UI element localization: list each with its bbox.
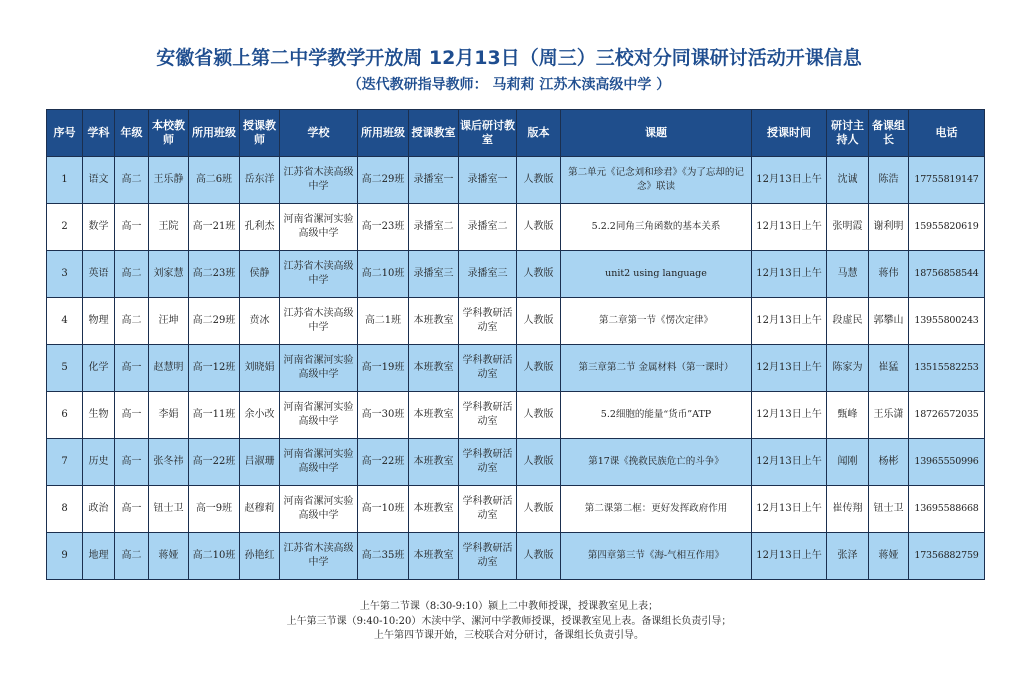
header-phone: 电话 <box>909 110 985 157</box>
cell-index: 4 <box>47 298 83 345</box>
header-school: 学校 <box>280 110 358 157</box>
cell-lesson: unit2 using language <box>561 251 752 298</box>
cell-school: 江苏省木渎高级中学 <box>280 157 358 204</box>
cell-class-used: 高一12班 <box>189 345 240 392</box>
cell-lecturer: 余小改 <box>240 392 280 439</box>
cell-school: 河南省漯河实验高级中学 <box>280 486 358 533</box>
cell-host: 甄峰 <box>827 392 869 439</box>
cell-subject: 语文 <box>83 157 115 204</box>
header-grade: 年级 <box>115 110 149 157</box>
cell-leader: 郭攀山 <box>869 298 909 345</box>
cell-time: 12月13日上午 <box>752 251 827 298</box>
cell-phone: 15955820619 <box>909 204 985 251</box>
table-header-row <box>47 110 985 157</box>
cell-discuss-room: 录播室三 <box>459 251 517 298</box>
header-class-used-2: 所用班级 <box>358 110 409 157</box>
cell-host: 马慧 <box>827 251 869 298</box>
cell-lesson: 第二课第二框：更好发挥政府作用 <box>561 486 752 533</box>
cell-room: 本班教室 <box>409 392 459 439</box>
cell-school-teacher: 刘家慧 <box>149 251 189 298</box>
table-row <box>47 392 985 439</box>
cell-edition: 人教版 <box>517 439 561 486</box>
header-discuss-room: 课后研讨教室 <box>459 110 517 157</box>
cell-school-teacher: 王院 <box>149 204 189 251</box>
footnote-line: 上午第四节课开始，三校联合对分研讨，备课组长负责引导。 <box>374 630 644 641</box>
cell-subject: 数学 <box>83 204 115 251</box>
cell-discuss-room: 学科教研活动室 <box>459 486 517 533</box>
cell-lesson: 5.2.2同角三角函数的基本关系 <box>561 204 752 251</box>
cell-lecturer: 赵穆莉 <box>240 486 280 533</box>
cell-index: 6 <box>47 392 83 439</box>
cell-class-used: 高一21班 <box>189 204 240 251</box>
cell-lecturer: 侯静 <box>240 251 280 298</box>
cell-grade: 高一 <box>115 345 149 392</box>
cell-room: 录播室一 <box>409 157 459 204</box>
cell-grade: 高一 <box>115 204 149 251</box>
cell-class-used-2: 高二10班 <box>358 251 409 298</box>
cell-grade: 高二 <box>115 298 149 345</box>
cell-class-used-2: 高一19班 <box>358 345 409 392</box>
cell-subject: 地理 <box>83 533 115 580</box>
cell-lesson: 5.2细胞的能量“货币”ATP <box>561 392 752 439</box>
cell-school: 江苏省木渎高级中学 <box>280 298 358 345</box>
cell-edition: 人教版 <box>517 345 561 392</box>
cell-class-used: 高二6班 <box>189 157 240 204</box>
table-row <box>47 251 985 298</box>
cell-discuss-room: 学科教研活动室 <box>459 439 517 486</box>
header-subject: 学科 <box>83 110 115 157</box>
cell-phone: 17356882759 <box>909 533 985 580</box>
cell-edition: 人教版 <box>517 204 561 251</box>
cell-class-used: 高一9班 <box>189 486 240 533</box>
header-leader: 备课组长 <box>869 110 909 157</box>
table-row <box>47 486 985 533</box>
cell-leader: 陈浩 <box>869 157 909 204</box>
cell-room: 录播室三 <box>409 251 459 298</box>
header-time: 授课时间 <box>752 110 827 157</box>
header-school-teacher: 本校教师 <box>149 110 189 157</box>
cell-host: 闻刚 <box>827 439 869 486</box>
cell-school-teacher: 王乐静 <box>149 157 189 204</box>
cell-class-used-2: 高一22班 <box>358 439 409 486</box>
cell-index: 2 <box>47 204 83 251</box>
table-row <box>47 298 985 345</box>
cell-time: 12月13日上午 <box>752 486 827 533</box>
cell-lesson: 第二章第一节《愣次定律》 <box>561 298 752 345</box>
cell-class-used: 高一22班 <box>189 439 240 486</box>
cell-phone: 13695588668 <box>909 486 985 533</box>
cell-host: 崔传翔 <box>827 486 869 533</box>
cell-time: 12月13日上午 <box>752 204 827 251</box>
cell-edition: 人教版 <box>517 533 561 580</box>
cell-index: 7 <box>47 439 83 486</box>
cell-discuss-room: 录播室二 <box>459 204 517 251</box>
header-class-used: 所用班级 <box>189 110 240 157</box>
cell-grade: 高二 <box>115 251 149 298</box>
cell-edition: 人教版 <box>517 251 561 298</box>
header-lesson: 课题 <box>561 110 752 157</box>
footnote-line: 上午第二节课（8:30-9:10）颍上二中教师授课，授课教室见上表； <box>359 601 659 612</box>
cell-subject: 政治 <box>83 486 115 533</box>
cell-phone: 13515582253 <box>909 345 985 392</box>
cell-leader: 蒋伟 <box>869 251 909 298</box>
footnotes <box>0 600 1018 644</box>
cell-index: 9 <box>47 533 83 580</box>
cell-time: 12月13日上午 <box>752 157 827 204</box>
cell-class-used-2: 高一23班 <box>358 204 409 251</box>
cell-grade: 高一 <box>115 392 149 439</box>
cell-grade: 高二 <box>115 157 149 204</box>
table-row <box>47 439 985 486</box>
cell-time: 12月13日上午 <box>752 298 827 345</box>
cell-class-used: 高二23班 <box>189 251 240 298</box>
table-row <box>47 157 985 204</box>
cell-lecturer: 孙艳红 <box>240 533 280 580</box>
cell-room: 本班教室 <box>409 439 459 486</box>
header-room: 授课教室 <box>409 110 459 157</box>
cell-school-teacher: 赵慧明 <box>149 345 189 392</box>
cell-subject: 生物 <box>83 392 115 439</box>
cell-host: 张泽 <box>827 533 869 580</box>
cell-index: 5 <box>47 345 83 392</box>
cell-room: 本班教室 <box>409 486 459 533</box>
table-row <box>47 345 985 392</box>
cell-grade: 高二 <box>115 533 149 580</box>
cell-lesson: 第四章第三节《海-气相互作用》 <box>561 533 752 580</box>
cell-index: 1 <box>47 157 83 204</box>
cell-school: 河南省漯河实验高级中学 <box>280 204 358 251</box>
cell-phone: 13955800243 <box>909 298 985 345</box>
header-edition: 版本 <box>517 110 561 157</box>
cell-host: 沈诚 <box>827 157 869 204</box>
cell-school-teacher: 张冬祎 <box>149 439 189 486</box>
page-title: 安徽省颍上第二中学教学开放周 12月13日（周三）三校对分同课研讨活动开课信息 <box>156 47 862 69</box>
cell-phone: 18726572035 <box>909 392 985 439</box>
cell-class-used-2: 高一30班 <box>358 392 409 439</box>
cell-class-used-2: 高二35班 <box>358 533 409 580</box>
header-lecturer: 授课教师 <box>240 110 280 157</box>
cell-class-used: 高二29班 <box>189 298 240 345</box>
cell-index: 3 <box>47 251 83 298</box>
cell-school-teacher: 蒋娅 <box>149 533 189 580</box>
table-body <box>47 157 985 580</box>
footnote-line: 上午第三节课（9:40-10:20）木渎中学、漯河中学教师授课，授课教室见上表。备课组长负责引导； <box>286 615 732 627</box>
cell-class-used-2: 高二1班 <box>358 298 409 345</box>
cell-discuss-room: 学科教研活动室 <box>459 345 517 392</box>
cell-time: 12月13日上午 <box>752 345 827 392</box>
table-row <box>47 533 985 580</box>
cell-phone: 18756858544 <box>909 251 985 298</box>
table-row <box>47 204 985 251</box>
cell-room: 录播室二 <box>409 204 459 251</box>
cell-room: 本班教室 <box>409 298 459 345</box>
cell-school: 河南省漯河实验高级中学 <box>280 439 358 486</box>
cell-lesson: 第三章第二节 金属材料（第一课时） <box>561 345 752 392</box>
cell-grade: 高一 <box>115 486 149 533</box>
cell-edition: 人教版 <box>517 392 561 439</box>
cell-school: 河南省漯河实验高级中学 <box>280 392 358 439</box>
cell-index: 8 <box>47 486 83 533</box>
cell-time: 12月13日上午 <box>752 439 827 486</box>
cell-discuss-room: 录播室一 <box>459 157 517 204</box>
cell-class-used-2: 高一10班 <box>358 486 409 533</box>
cell-lesson: 第二单元《记念刘和珍君》《为了忘却的记念》联读 <box>561 157 752 204</box>
cell-school: 江苏省木渎高级中学 <box>280 251 358 298</box>
header-host: 研讨主持人 <box>827 110 869 157</box>
cell-edition: 人教版 <box>517 298 561 345</box>
cell-phone: 17755819147 <box>909 157 985 204</box>
cell-school-teacher: 汪坤 <box>149 298 189 345</box>
cell-host: 张明霞 <box>827 204 869 251</box>
cell-leader: 崔猛 <box>869 345 909 392</box>
cell-leader: 谢利明 <box>869 204 909 251</box>
cell-leader: 蒋娅 <box>869 533 909 580</box>
cell-subject: 物理 <box>83 298 115 345</box>
cell-leader: 王乐潇 <box>869 392 909 439</box>
cell-class-used-2: 高二29班 <box>358 157 409 204</box>
page-subtitle: （迭代教研指导教师： 马莉莉 江苏木渎高级中学 ） <box>347 77 671 93</box>
cell-subject: 化学 <box>83 345 115 392</box>
cell-edition: 人教版 <box>517 157 561 204</box>
cell-subject: 历史 <box>83 439 115 486</box>
cell-time: 12月13日上午 <box>752 533 827 580</box>
schedule-table <box>46 109 985 580</box>
cell-room: 本班教室 <box>409 533 459 580</box>
cell-time: 12月13日上午 <box>752 392 827 439</box>
cell-school-teacher: 李娟 <box>149 392 189 439</box>
cell-discuss-room: 学科教研活动室 <box>459 533 517 580</box>
cell-lecturer: 岳东洋 <box>240 157 280 204</box>
header-index: 序号 <box>47 110 83 157</box>
cell-lecturer: 贲冰 <box>240 298 280 345</box>
cell-leader: 钮士卫 <box>869 486 909 533</box>
cell-discuss-room: 学科教研活动室 <box>459 392 517 439</box>
cell-host: 段虚民 <box>827 298 869 345</box>
cell-school: 江苏省木渎高级中学 <box>280 533 358 580</box>
cell-grade: 高一 <box>115 439 149 486</box>
cell-lecturer: 吕淑珊 <box>240 439 280 486</box>
cell-lecturer: 刘晓娟 <box>240 345 280 392</box>
cell-class-used: 高一11班 <box>189 392 240 439</box>
cell-school: 河南省漯河实验高级中学 <box>280 345 358 392</box>
cell-lesson: 第17课《挽救民族危亡的斗争》 <box>561 439 752 486</box>
cell-edition: 人教版 <box>517 486 561 533</box>
cell-host: 陈家为 <box>827 345 869 392</box>
cell-leader: 杨彬 <box>869 439 909 486</box>
cell-subject: 英语 <box>83 251 115 298</box>
cell-lecturer: 孔利杰 <box>240 204 280 251</box>
cell-phone: 13965550996 <box>909 439 985 486</box>
cell-school-teacher: 钮士卫 <box>149 486 189 533</box>
cell-discuss-room: 学科教研活动室 <box>459 298 517 345</box>
cell-class-used: 高二10班 <box>189 533 240 580</box>
cell-room: 本班教室 <box>409 345 459 392</box>
